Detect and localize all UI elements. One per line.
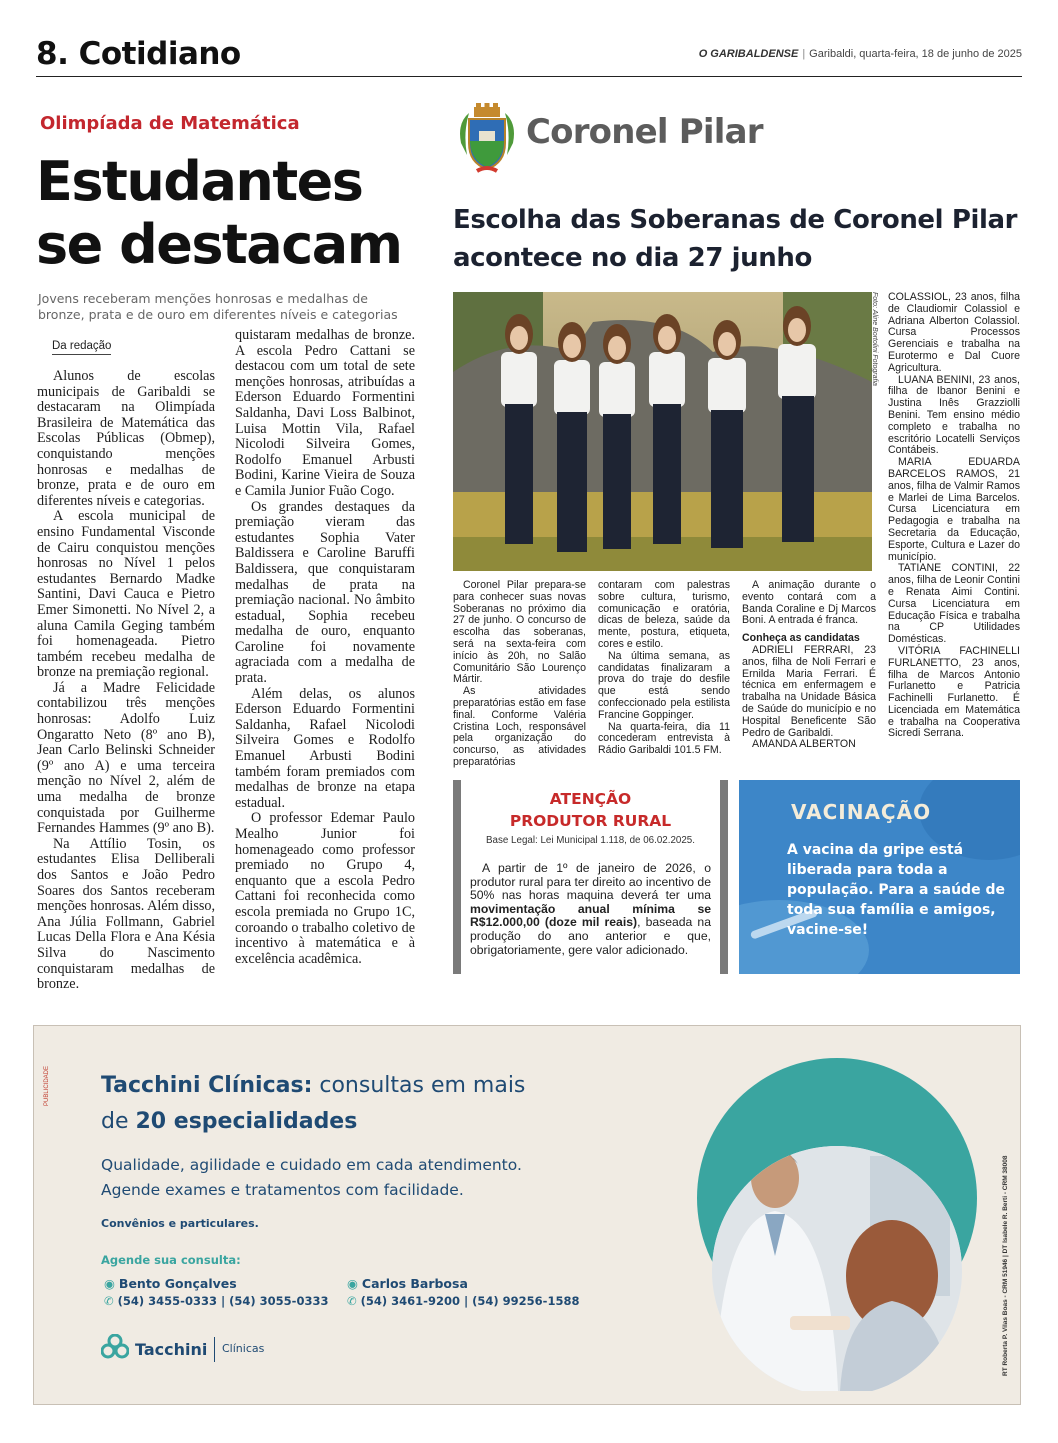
ad-sub-line1: Qualidade, agilidade e cuidado em cada atendimento. <box>101 1156 522 1174</box>
ad-sub-line2: Agende exames e tratamentos com facilidade. <box>101 1181 464 1199</box>
masthead <box>699 48 1022 60</box>
newspaper-name: O GARIBALDENSE <box>698 48 799 60</box>
notice-title-line2: PRODUTOR RURAL <box>509 812 672 830</box>
location-city: Carlos Barbosa <box>361 1276 468 1291</box>
candidates-photo <box>453 292 872 571</box>
paragraph: quistaram medalhas de bronze. A escola Pedro Cattani se destacou com um total de sete menções honrosas, atribuídas a Ederson Eduardo Formentini Saldanha, Davi Loss Balbinot, Luisa Mottin Vila, Rafael Nicolodi Silveira Gomes, Rodolfo Emanuel Arbusti Bodini, Karine Vieira de Souza e Camila Junior Fuão Cogo. <box>235 327 415 499</box>
notice-text <box>470 862 711 957</box>
article-column-2 <box>235 328 415 967</box>
article-column-1 <box>37 369 215 993</box>
location-carlos-barbosa <box>347 1276 579 1308</box>
notice-text-before: A partir de 1º de janeiro de 2026, o produtor rural para ter direito ao incentivo de 50% nas horas maquina deverá ter uma <box>470 861 711 903</box>
paragraph: Os grandes destaques da premiação vieram das estudantes Sophia Vater Baldissera e Caroline Baruffi Baldissera, que conquistaram medalhas de prata na premiação nacional. No âmbito estadual, Sophia recebeu medalha de ouro, enquanto Caroline foi novamente agraciada com a medalha de prata. <box>235 498 415 687</box>
candidate-entry: VITÓRIA FACHINELLI FURLANETTO, 23 anos, filha de Marcos Antonio Furlanetto e Patricia Fachinelli Furlanetto. É Licenciada em Matemática e trabalha na Cooperativa Sicredi Serrana. <box>888 644 1020 740</box>
location-bento <box>104 1276 328 1308</box>
paragraph: Além delas, os alunos Ederson Eduardo Formentini Saldanha, Rafael Nicolodi Silveira Gomes e Rodolfo Emanuel Arbusti Bodini também foram premiados com medalhas de bronze na etapa estadual. <box>235 685 415 811</box>
candidate-entry: LUANA BENINI, 23 anos, filha de Ibanor Benini e Justina Inês Grazziolli Benini. Tem ensino médio completo e trabalha no escritório Locatelli Serviços Contábeis. <box>888 373 1020 457</box>
phone-icon: ✆ <box>347 1294 357 1308</box>
candidate-entry: ADRIELI FERRARI, 23 anos, filha de Noli Ferrari e Ernilda Maria Ferrari. É técnica em enfermagem e trabalha na Unidade Básica de Saúde do município e no Hospital Beneficente São Pedro de Garibaldi. <box>742 643 876 739</box>
ad-convenios: Convênios e particulares. <box>101 1217 259 1230</box>
clinic-advertisement <box>33 1025 1021 1405</box>
tacchini-brand-sub: Clínicas <box>222 1342 265 1355</box>
paragraph: Na Attílio Tosin, os estudantes Elisa Delliberali dos Santos e João Pedro Soares dos Santos receberam menções honrosas. Além disso, Ana Júlia Follmann, Gabriel Lucas Della Flora e Ana Késia Silva do Nascimento conquistaram medalhas de bronze. <box>37 835 215 993</box>
notice-law: Base Legal: Lei Municipal 1.118, de 06.02.2025. <box>486 835 695 846</box>
masthead-separator: | <box>802 48 806 60</box>
candidates-subhead: Conheça as candidatas <box>742 632 860 645</box>
vaccination-ad <box>739 780 1020 974</box>
ad-agency-tag <box>44 1056 54 1136</box>
location-pin-icon: ◉ <box>104 1276 115 1291</box>
brand-divider <box>214 1337 215 1362</box>
paragraph: contaram com palestras sobre cultura, turismo, comunicação e oratória, dicas de beleza, saúde da mente, postura, etiqueta, cores e estilo. <box>598 579 730 650</box>
vaccine-text: A vacina da gripe está liberada para toda a população. Para a saúde de toda sua família e amigos, vacine-se! <box>787 842 1005 938</box>
paragraph: Na última semana, as candidatas finalizaram a prova do traje do desfile que está sendo confeccionado pela estilista Francine Goppinger. <box>598 649 730 721</box>
notice-text-bold: movimentação anual mínima se R$12.000,00 (doze mil reais) <box>470 901 711 930</box>
story-column-4 <box>888 292 1020 740</box>
article-kicker: Olimpíada de Matemática <box>40 113 300 134</box>
notice-text-after: , baseada na produção do ano anterior e que, obrigatoriamente, gere valor adicionado. <box>470 915 711 957</box>
paragraph: Coronel Pilar prepara-se para conhecer suas novas Soberanas no próximo dia 27 de junho. O concurso de escolha das soberanas, será na sexta-feira com início às 20h, no Salão Comunitário São Lourenço Mártir. <box>453 579 586 686</box>
candidate-entry: MARIA EDUARDA BARCELOS RAMOS, 21 anos, filha de Valmir Ramos e Marlei de Lima Barcelos. Cursa Licenciatura em Pedagogia e trabalha na Secretaria da Educação, Esporte, Cultura e Lazer do município. <box>888 456 1020 563</box>
phone-icon: ✆ <box>104 1294 114 1308</box>
city-name: Coronel Pilar <box>526 112 763 152</box>
candidate-entry: AMANDA ALBERTON <box>752 738 856 751</box>
tacchini-brand-name: Tacchini <box>135 1340 208 1359</box>
tacchini-logo-icon <box>101 1334 129 1362</box>
story-column-3 <box>742 580 876 751</box>
responsible-tech-text: RT Roberta P. Vilas Boas - CRM 51946 | DT Isabele R. Berti - CRM 38008 <box>1002 1155 1009 1376</box>
paragraph: As atividades preparatórias estão em fase final. Conforme Valéria Cristina Loch, responsável pela organização do concurso, as atividades preparatórias <box>453 685 586 768</box>
ad-brand-bold: Tacchini Clínicas: <box>101 1073 313 1098</box>
paragraph: Na quarta-feira, dia 11 concederam entrevista à Rádio Garibaldi 101.5 FM. <box>598 720 730 757</box>
dateline: Garibaldi, quarta-feira, 18 de junho de 2025 <box>809 48 1022 60</box>
ad-headline-rest: consultas em mais <box>312 1073 526 1098</box>
location-phones: (54) 3455-0333 | (54) 3055-0333 <box>117 1294 329 1308</box>
article-deck: Jovens receberam menções honrosas e medalhas de bronze, prata e de ouro em diferentes níveis e categorias <box>38 291 398 322</box>
ad-agency-text: PUBLICIDADE <box>44 1065 50 1106</box>
byline: Da redação <box>52 340 111 355</box>
section-title: 8. Cotidiano <box>36 36 241 72</box>
location-city: Bento Gonçalves <box>118 1276 237 1291</box>
paragraph: O professor Edemar Paulo Mealho Junior foi homenageado como professor premiado no Grupo 4, enquanto que a escola Pedro Cattani foi reconhecida como escola premiada no Grupo 1C, coroando o trabalho coletivo de incentivo à matemática e à excelência acadêmica. <box>235 810 415 967</box>
header-rule <box>36 76 1022 77</box>
candidate-entry: COLASSIOL, 23 anos, filha de Claudiomir Colassiol e Adriana Alberton Colassiol. Cursa Processos Gerenciais e trabalha na Eurotermo e Dal Cuore Agricultura. <box>888 291 1020 374</box>
paragraph: Alunos de escolas municipais de Garibaldi se destacaram na Olimpíada Brasileira de Matemática das Escolas Públicas (Obmep), conquistando menções honrosas e medalhas de bronze, prata e de ouro em diferentes níveis e categorias. <box>37 368 215 509</box>
ad-agende: Agende sua consulta: <box>101 1253 241 1267</box>
article-headline-right: Escolha das Soberanas de Coronel Pilar acontece no dia 27 junho <box>453 205 1018 273</box>
ad-headline-line2-pre: de <box>101 1109 136 1134</box>
location-pin-icon: ◉ <box>347 1276 358 1291</box>
story-column-2 <box>598 580 730 757</box>
ad-subtitle <box>101 1153 522 1203</box>
paragraph: A escola municipal de ensino Fundamental Visconde de Cairu conquistou menções honrosas no Nível 1 pelos estudantes Bernardo Madke Santini, Davi Cauca e Pietro Emer Simonetti. No Nível 2, a aluna Camila Geging também foi homenageada. Pietro também recebeu medalha de bronze na premiação regional. <box>37 508 215 681</box>
ad-headline-line2-bold: 20 especialidades <box>135 1109 358 1134</box>
notice-title <box>453 788 728 832</box>
paragraph: A animação durante o evento contará com a Banda Coraline e Dj Marcos Boni. A entrada é franca. <box>742 579 876 627</box>
notice-title-line1: ATENÇÃO <box>549 790 632 808</box>
photo-credit <box>866 292 880 442</box>
location-phones: (54) 3461-9200 | (54) 99256-1588 <box>360 1294 580 1308</box>
notice-box <box>453 780 728 974</box>
candidate-entry: TATIANE CONTINI, 22 anos, filha de Leonir Contini e Renata Aimi Contini. Cursa Licenciatura em Educação Física e trabalha na CP Utilidades Domésticas. <box>888 562 1020 646</box>
responsible-tech <box>1000 1046 1014 1386</box>
vaccine-title: VACINAÇÃO <box>791 800 932 824</box>
coat-of-arms-icon <box>455 103 519 175</box>
doctor-consultation-image <box>670 1056 990 1391</box>
paragraph: Já a Madre Felicidade contabilizou três menções honrosas: Adolfo Luiz Ongaratto Neto (8º ano B), Jean Carlo Belinski Schneider (9º ano A) e uma terceira menção no Nível 2, além de uma medalha de bronze conquistada por Guilherme Fernandes Hammes (9º ano B). <box>37 679 215 837</box>
article-headline: Estudantes se destacam <box>36 150 402 276</box>
story-column-1 <box>453 580 586 769</box>
photo-credit-text: Foto: Aline Bortolini Fotografia <box>871 292 878 386</box>
ad-headline <box>101 1068 525 1140</box>
